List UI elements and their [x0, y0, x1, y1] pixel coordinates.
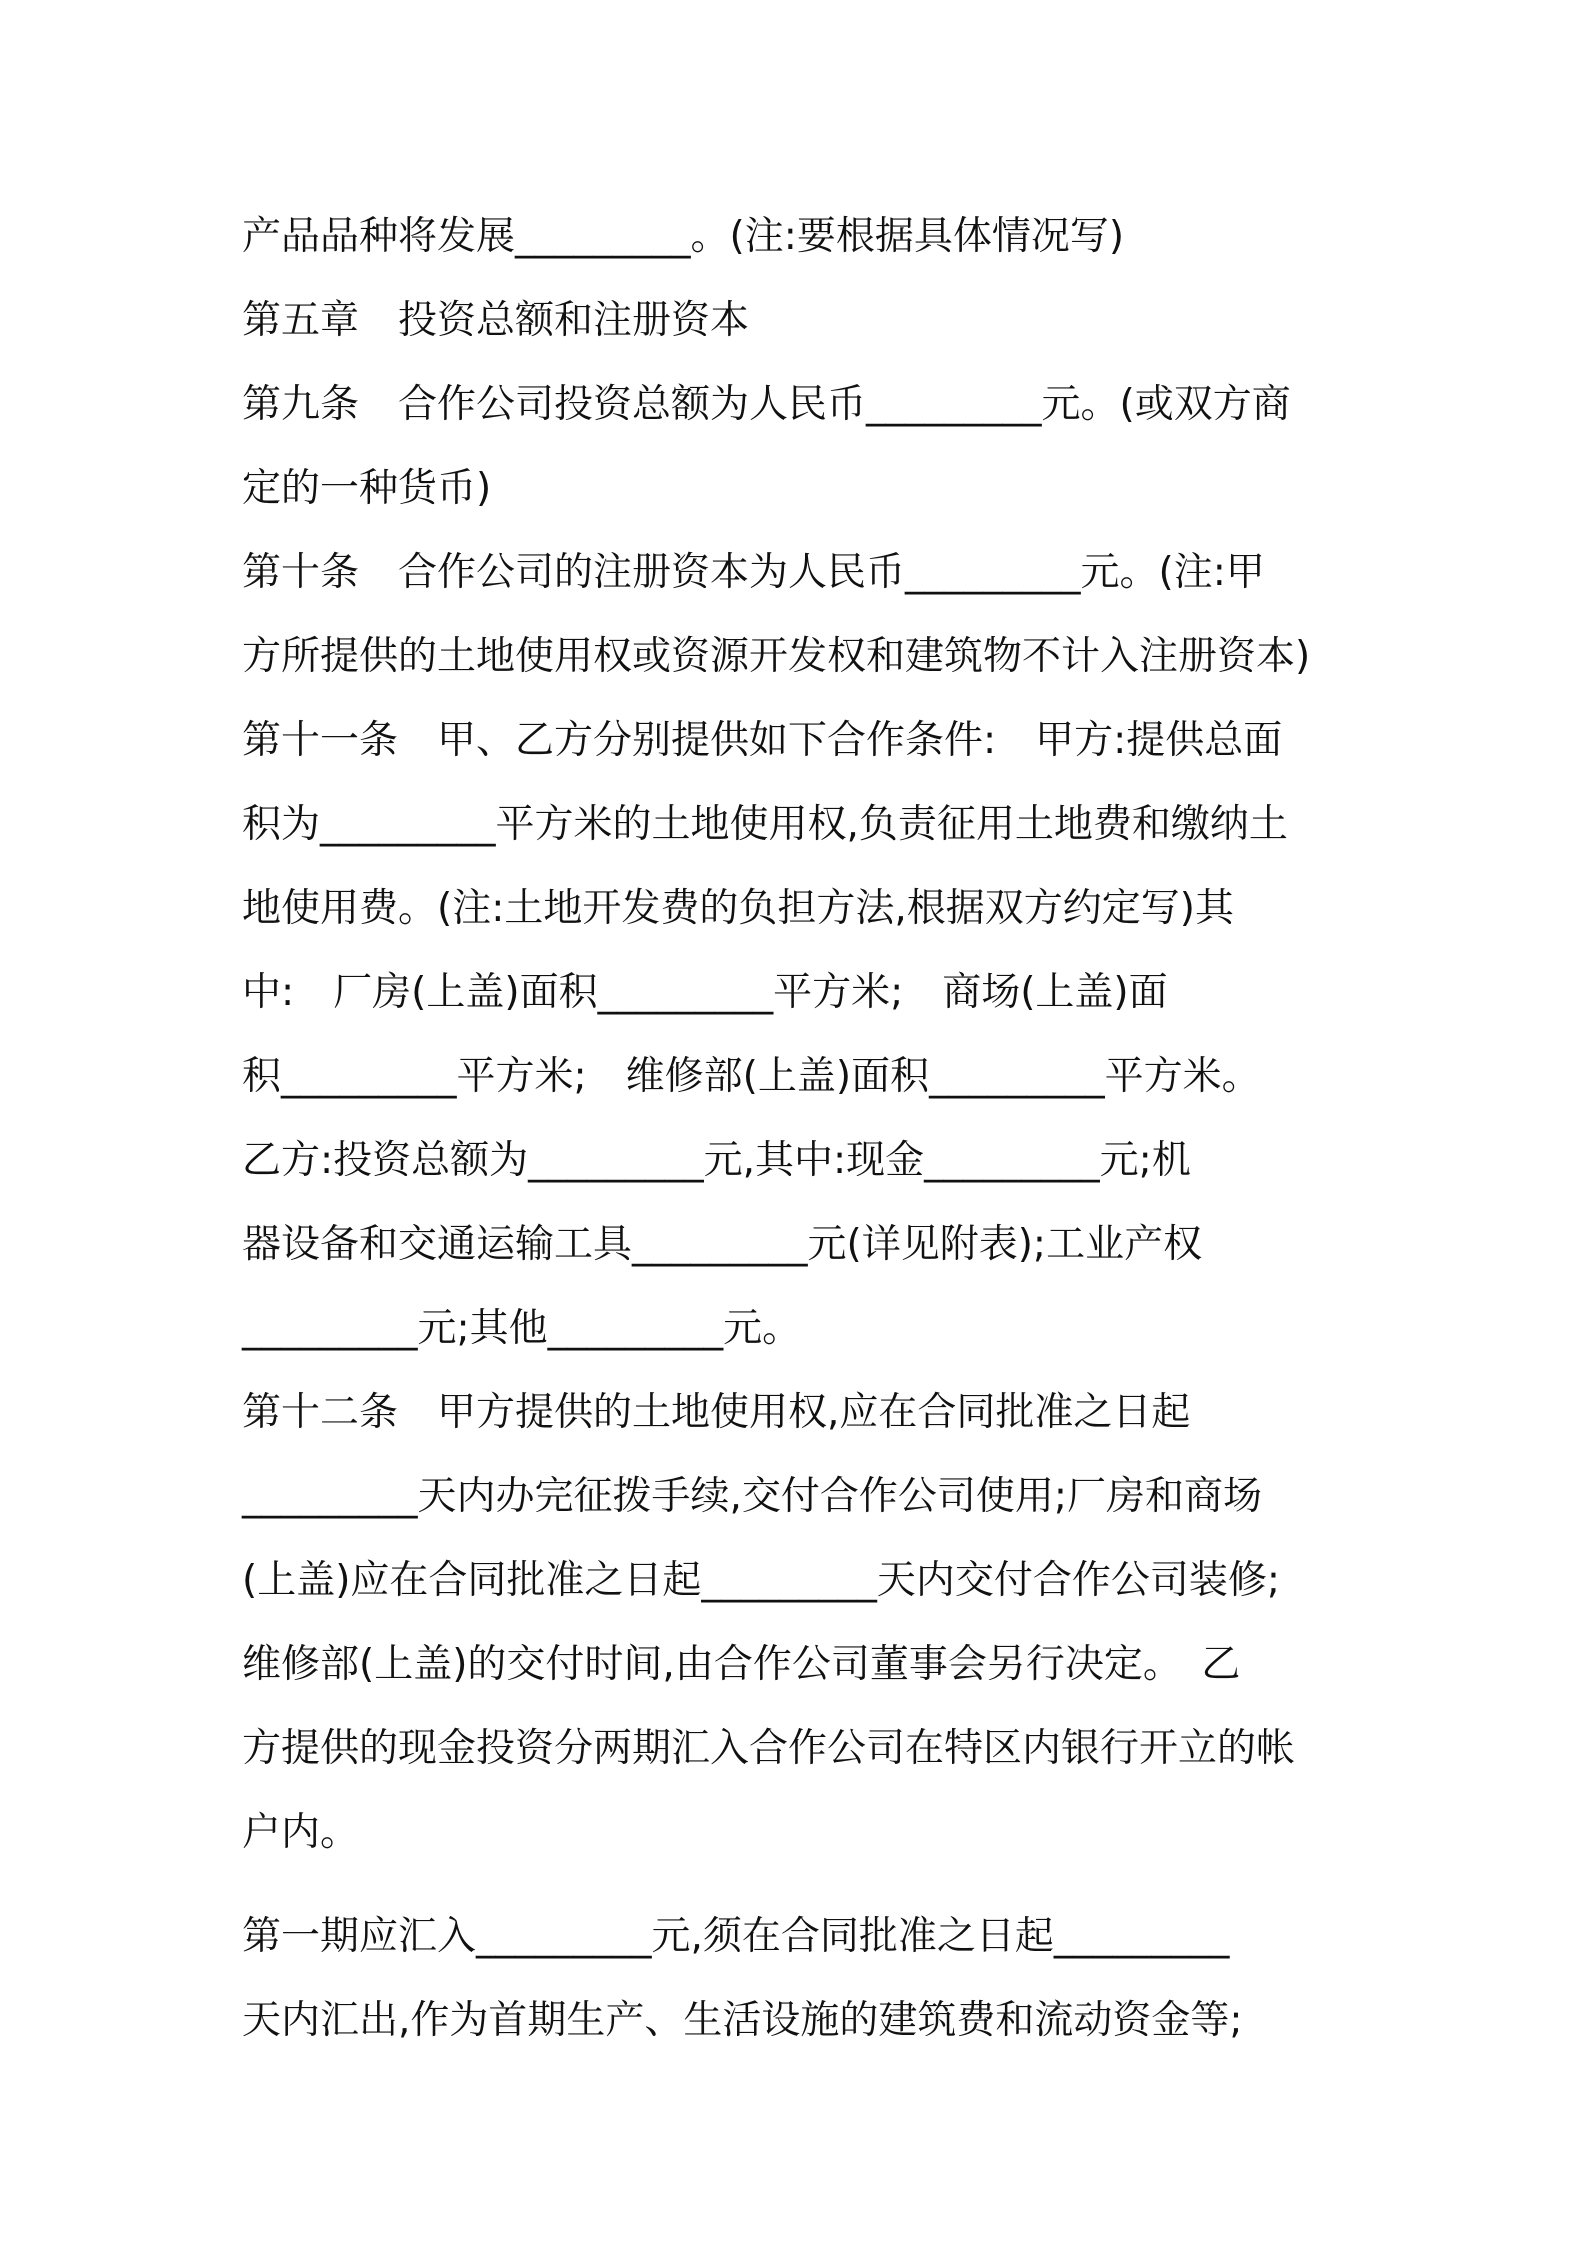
article-11-line-5: 积_________平方米; 维修部(上盖)面积_________平方米。 [242, 1054, 1261, 1099]
article-12-line-1: 第十二条 甲方提供的土地使用权,应在合同批准之日起 [242, 1390, 1191, 1435]
article-12-line-3: (上盖)应在合同批准之日起_________天内交付合作公司装修; [242, 1558, 1281, 1603]
first-installment-line-2: 天内汇出,作为首期生产、生活设施的建筑费和流动资金等; [242, 1998, 1243, 2043]
article-11-line-2: 积为_________平方米的土地使用权,负责征用土地费和缴纳土 [242, 802, 1288, 847]
article-12-line-5: 方提供的现金投资分两期汇入合作公司在特区内银行开立的帐 [242, 1726, 1296, 1771]
first-installment-line-1: 第一期应汇入_________元,须在合同批准之日起_________ [242, 1914, 1230, 1959]
article-12-line-2: _________天内办完征拨手续,交付合作公司使用;厂房和商场 [242, 1474, 1263, 1519]
article-11-line-3: 地使用费。(注:土地开发费的负担方法,根据双方约定写)其 [242, 886, 1234, 931]
article-10-line-2: 方所提供的土地使用权或资源开发权和建筑物不计入注册资本) [242, 634, 1311, 679]
article-11-line-4: 中: 厂房(上盖)面积_________平方米; 商场(上盖)面 [242, 970, 1168, 1015]
article-9-line-2: 定的一种货币) [242, 466, 492, 511]
document-line: 产品品种将发展_________。(注:要根据具体情况写) [242, 214, 1125, 259]
article-12-line-6: 户内。 [242, 1810, 360, 1855]
chapter-heading: 第五章 投资总额和注册资本 [242, 298, 750, 343]
document-body [242, 195, 1362, 2063]
article-11-line-1: 第十一条 甲、乙方分别提供如下合作条件: 甲方:提供总面 [242, 718, 1283, 763]
article-11-line-7: 器设备和交通运输工具_________元(详见附表);工业产权 [242, 1222, 1203, 1267]
article-11-line-6: 乙方:投资总额为_________元,其中:现金_________元;机 [242, 1138, 1191, 1183]
article-12-line-4: 维修部(上盖)的交付时间,由合作公司董事会另行决定。 乙 [242, 1642, 1241, 1687]
article-11-line-8: _________元;其他_________元。 [242, 1306, 802, 1351]
article-10-line-1: 第十条 合作公司的注册资本为人民币_________元。(注:甲 [242, 550, 1265, 595]
article-9-line-1: 第九条 合作公司投资总额为人民币_________元。(或双方商 [242, 382, 1291, 427]
